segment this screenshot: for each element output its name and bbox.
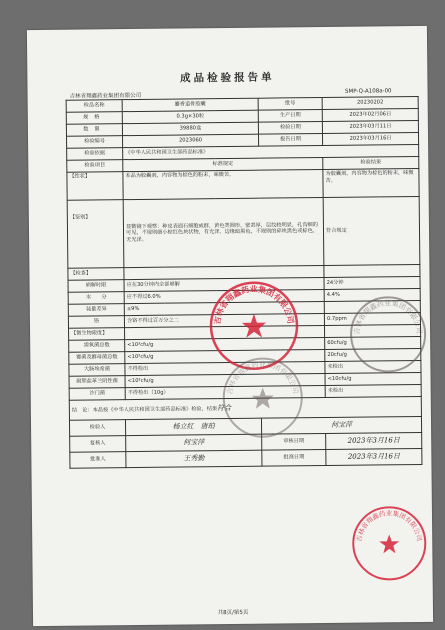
company-name: 吉林省翔鑫药业集团有限公司 — [69, 92, 142, 100]
check-name: 铬 — [68, 316, 124, 329]
micro-standard: <10²cfu/g — [125, 350, 325, 364]
micro-result: <10cfu/g — [325, 373, 421, 386]
seal-text: 吉林省翔鑫药业集团有限公司 — [212, 284, 296, 326]
micro-name: 需氧菌总数 — [69, 340, 125, 353]
seal-text: 吉林省翔鑫药业集团有限公司 — [355, 509, 424, 543]
check-result: 4.4% — [324, 289, 420, 302]
approve-date-label: 批准日期 — [262, 450, 326, 467]
review-date-value: 2023年3月16日 — [326, 432, 422, 449]
micro-standard: 不得检出（10g） — [125, 386, 325, 400]
qc-seal-stamp — [220, 355, 305, 440]
date-report-value: 2023年03月16日 — [323, 133, 419, 146]
name-label: 检品名称 — [66, 100, 122, 113]
micro-title: 【微生物限度】 — [69, 328, 125, 341]
batch-label: 批号 — [258, 98, 322, 111]
traits-label: 【性状】 — [67, 172, 123, 201]
table-row — [67, 169, 419, 201]
qty-value: 39880盒 — [122, 122, 258, 135]
check-name: 装量差异 — [68, 304, 124, 317]
right-signature: 何宝萍 — [261, 416, 421, 434]
seal-graphic — [220, 355, 305, 440]
date-made-value: 2023年02月06日 — [322, 109, 418, 122]
micro-result: 未检出 — [325, 361, 421, 374]
traits-result: 为胶囊剂，内容物为棕色的粉末，味微苦。 — [323, 169, 419, 198]
check-standard: 应不得过6.0% — [124, 290, 324, 304]
conclusion-mark: 符合 — [217, 404, 232, 413]
micro-standard: <10³cfu/g — [125, 338, 325, 352]
batch-value: 20230202 — [322, 97, 418, 110]
qty-label: 数量 — [66, 124, 122, 137]
table-row — [67, 197, 420, 269]
check-name: 崩解时限 — [68, 280, 124, 293]
check-standard: ±9% — [124, 302, 324, 316]
inspector-label: 检验人 — [69, 420, 125, 437]
ident-label: 【鉴别】 — [67, 200, 124, 269]
micro-name: 霉菌及酵母菌总数 — [69, 352, 125, 365]
basis-value: 《中华人民共和国卫生部药品标准》 — [123, 145, 419, 160]
micro-result: 未检出 — [325, 385, 421, 398]
report-sheet — [27, 26, 433, 626]
approver-label: 批准人 — [70, 452, 126, 469]
check-label: 【检查】 — [68, 268, 124, 281]
date-check-value: 2023年03月11日 — [322, 121, 418, 134]
bottom-seal-stamp — [350, 504, 429, 583]
conclusion-text: 本品按《中华人民共和国卫生部药品标准》检验，结果 — [92, 406, 218, 414]
micro-standard: <10²cfu/g — [125, 374, 325, 388]
micro-name: 沙门菌 — [69, 388, 125, 401]
reviewer-label: 复核人 — [70, 436, 126, 453]
page-footer: 共8页/第5页 — [217, 609, 249, 617]
check-result: 24分钟 — [324, 277, 420, 290]
micro-result: 20cfu/g — [325, 349, 421, 362]
approve-date-value: 2023年3月16日 — [326, 448, 422, 465]
header-standard: 标准规定 — [123, 158, 323, 172]
ident-result: 符合规定 — [323, 197, 420, 266]
sample-label: 检验编号 — [67, 136, 123, 149]
traits-standard: 本品为胶囊剂，内容物为棕色的粉末，味微苦。 — [123, 170, 323, 200]
micro-result: 60cfu/g — [325, 337, 421, 350]
header-result: 检验结果 — [323, 157, 419, 170]
conclusion-prefix: 结 论： — [71, 407, 93, 414]
document-code: SMP-Q-A108a-00 — [344, 88, 392, 95]
table-row — [70, 448, 422, 468]
spec-value: 0.3g×30粒 — [122, 110, 258, 123]
micro-name: 大肠埃希菌 — [69, 364, 125, 377]
seal-text: 吉林省翔鑫药业集团有限公司 — [225, 360, 300, 396]
basis-label: 检验依据 — [67, 148, 123, 161]
name-value: 麝香追骨胶囊 — [122, 98, 258, 111]
check-name: 水 分 — [68, 292, 124, 305]
reviewer-signature: 何宝萍 — [126, 434, 262, 451]
header-item: 检验项目 — [67, 160, 123, 173]
check-result: 0.7ppm — [324, 313, 420, 326]
approver-signature: 王秀勤 — [126, 450, 262, 467]
spec-label: 规格 — [66, 112, 122, 125]
micro-name: 耐胆盐革兰阴性菌 — [69, 376, 125, 389]
review-date-label: 审核日期 — [262, 434, 326, 451]
svg-text:吉林省翔鑫药业集团有限公司 — [352, 298, 425, 335]
seal-text: 吉林省翔鑫药业集团有限公司 — [352, 299, 424, 335]
ident-standard: 显微镜下观察：种皮表面石细胞成群，黄色类圆形，壁甚厚，层纹较明显，孔沟细的可见，不规则细小棕红色块状物，有光泽，边缘暗黑色，不规则的碎块黑色或棕色，无光泽。 — [123, 198, 324, 268]
check-standard: 含铬不得过百万分之二 — [124, 314, 324, 328]
sample-value: 2023060 — [123, 134, 259, 147]
seal-graphic — [348, 294, 429, 375]
date-report-label: 报告日期 — [258, 134, 322, 147]
faint-seal-stamp — [348, 294, 429, 375]
date-check-label: 检验日期 — [258, 122, 322, 135]
micro-standard: 不得检出 — [125, 362, 325, 376]
inspector-signature: 杨立红 唐珀 — [125, 418, 261, 435]
report-title: 成品检验报告单 — [180, 71, 275, 85]
date-made-label: 生产日期 — [258, 110, 322, 123]
check-standard: 应在30分钟内全部崩解 — [124, 278, 324, 292]
seal-graphic — [350, 504, 429, 583]
